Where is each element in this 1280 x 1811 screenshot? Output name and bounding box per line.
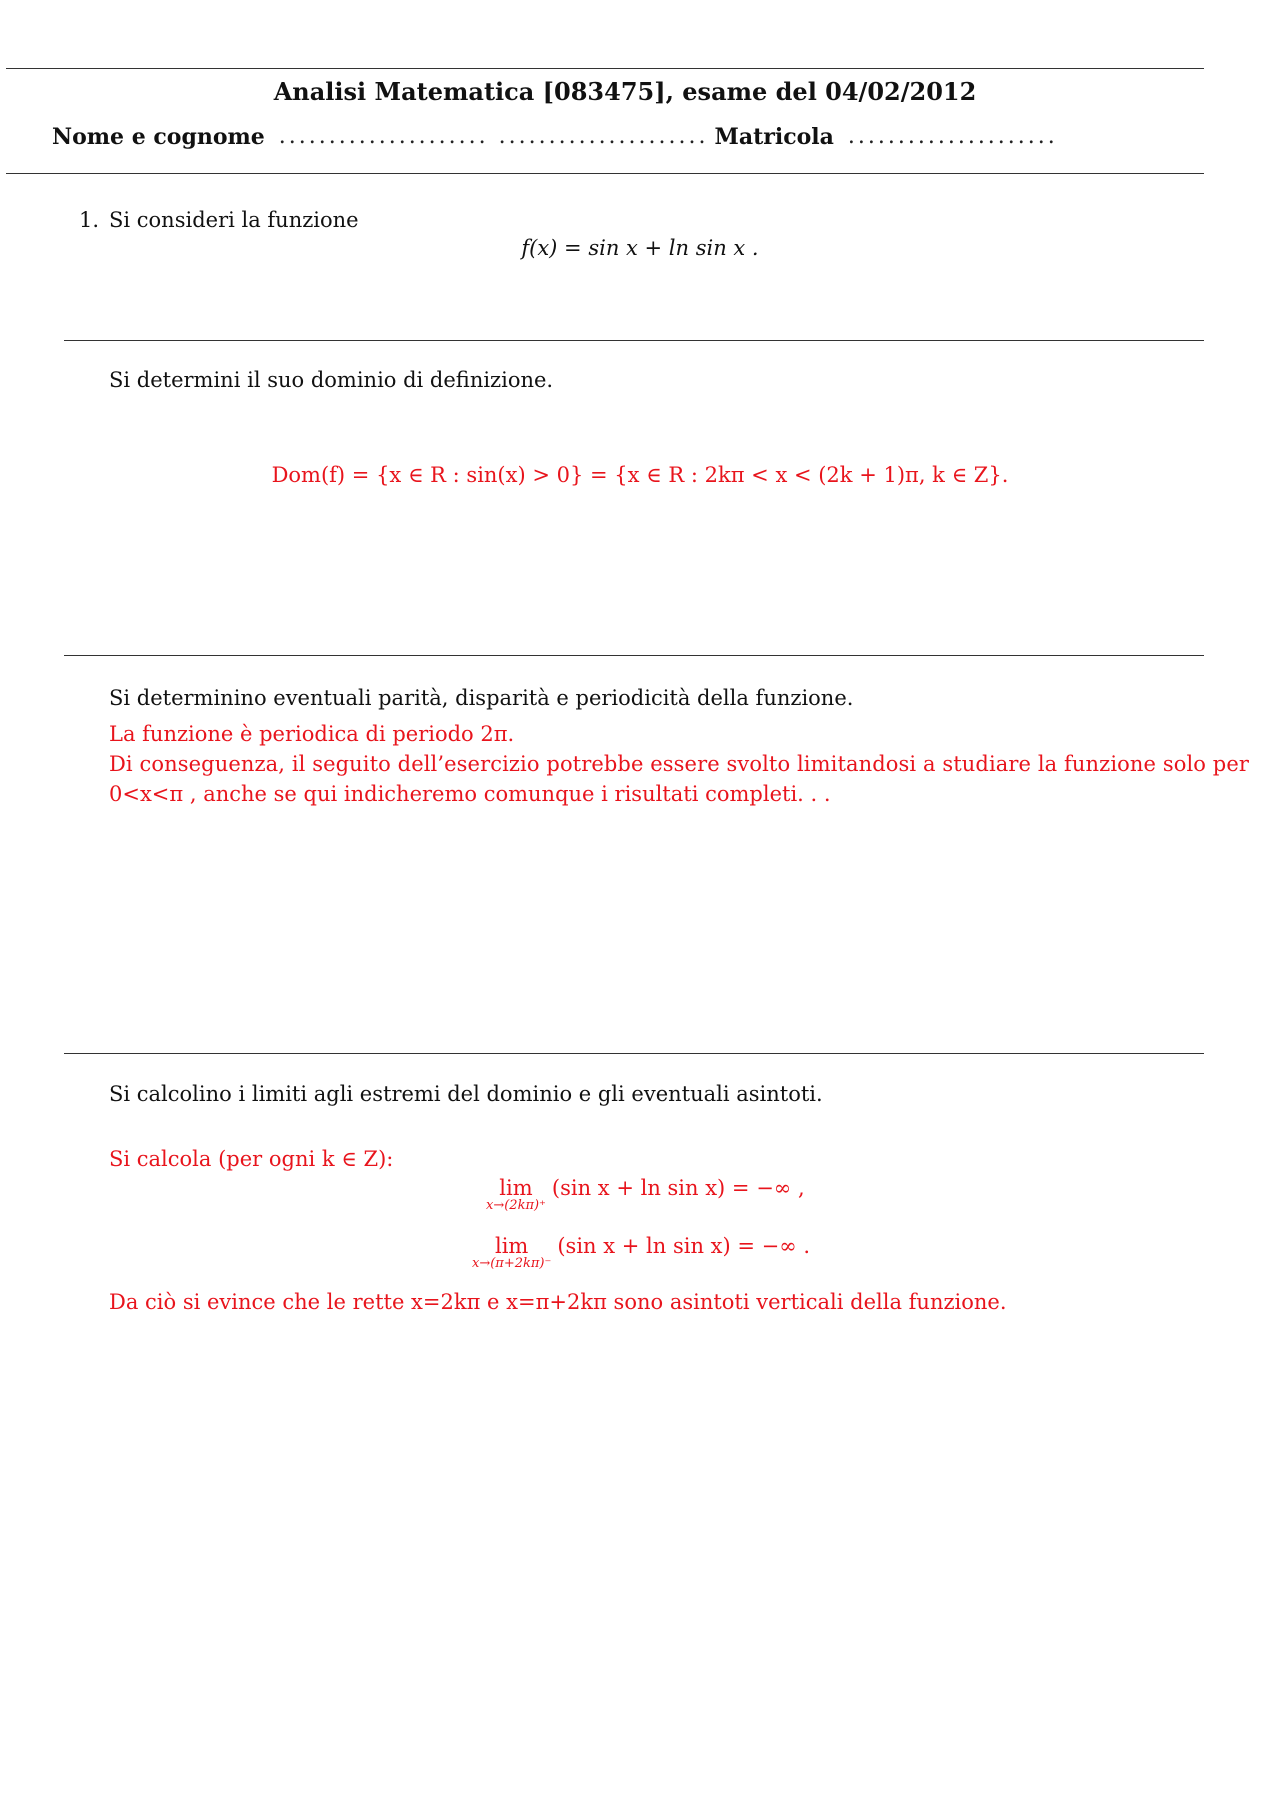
section-rule-2 bbox=[64, 655, 1204, 656]
asymptote-conclusion: Da ciò si evince che le rette x=2kπ e x=π+2kπ sono asintoti verticali della funzione. bbox=[109, 1290, 1007, 1314]
answer-domain: Dom(f) = {x ∈ R : sin(x) > 0} = {x ∈ R : 2kπ < x < (2k + 1)π, k ∈ Z}. bbox=[271, 463, 1009, 487]
answer-interval: 0<x<π , anche se qui indicheremo comunque i risultati completi. . . bbox=[109, 782, 831, 806]
limit-1-subscript: x→(2kπ)⁺ bbox=[486, 1198, 546, 1213]
question-limits: Si calcolino i limiti agli estremi del dominio e gli eventuali asintoti. bbox=[109, 1082, 823, 1106]
question-domain: Si determini il suo dominio di definizione. bbox=[109, 368, 554, 392]
limit-1-expression: (sin x + ln sin x) = −∞ , bbox=[551, 1176, 805, 1200]
matricola-field[interactable]: ..................... bbox=[847, 124, 1058, 149]
limit-2-op-text: lim bbox=[495, 1234, 529, 1258]
matricola-label: Matricola bbox=[714, 124, 834, 150]
name-field[interactable]: ..................... ..................... bbox=[278, 124, 709, 149]
limit-2 bbox=[472, 1234, 810, 1271]
student-info-row bbox=[52, 124, 1192, 150]
section-rule-1 bbox=[64, 340, 1204, 341]
limit-2-subscript: x→(π+2kπ)⁻ bbox=[472, 1256, 552, 1271]
problem-intro: Si consideri la funzione bbox=[109, 208, 359, 232]
limit-1-operator bbox=[486, 1176, 546, 1213]
answer-periodicity: La funzione è periodica di periodo 2π. bbox=[109, 722, 515, 746]
answer-limits-intro: Si calcola (per ogni k ∈ Z): bbox=[109, 1147, 394, 1171]
question-parity: Si determinino eventuali parità, disparità e periodicità della funzione. bbox=[109, 686, 854, 710]
problem-number: 1. bbox=[79, 208, 100, 232]
section-rule-3 bbox=[64, 1053, 1204, 1054]
function-definition: f(x) = sin x + ln sin x . bbox=[521, 236, 759, 260]
limit-2-operator bbox=[472, 1234, 551, 1271]
answer-consequence: Di conseguenza, il seguito dell’esercizio potrebbe essere svolto limitandosi a studiare la funzione solo per bbox=[109, 752, 1249, 776]
limit-1-op-text: lim bbox=[499, 1176, 533, 1200]
top-rule bbox=[6, 68, 1204, 69]
header-bottom-rule bbox=[6, 173, 1204, 174]
name-label: Nome e cognome bbox=[52, 124, 265, 150]
exam-title: Analisi Matematica [083475], esame del 04/02/2012 bbox=[273, 77, 977, 106]
limit-2-expression: (sin x + ln sin x) = −∞ . bbox=[557, 1234, 811, 1258]
limit-1 bbox=[486, 1176, 805, 1213]
